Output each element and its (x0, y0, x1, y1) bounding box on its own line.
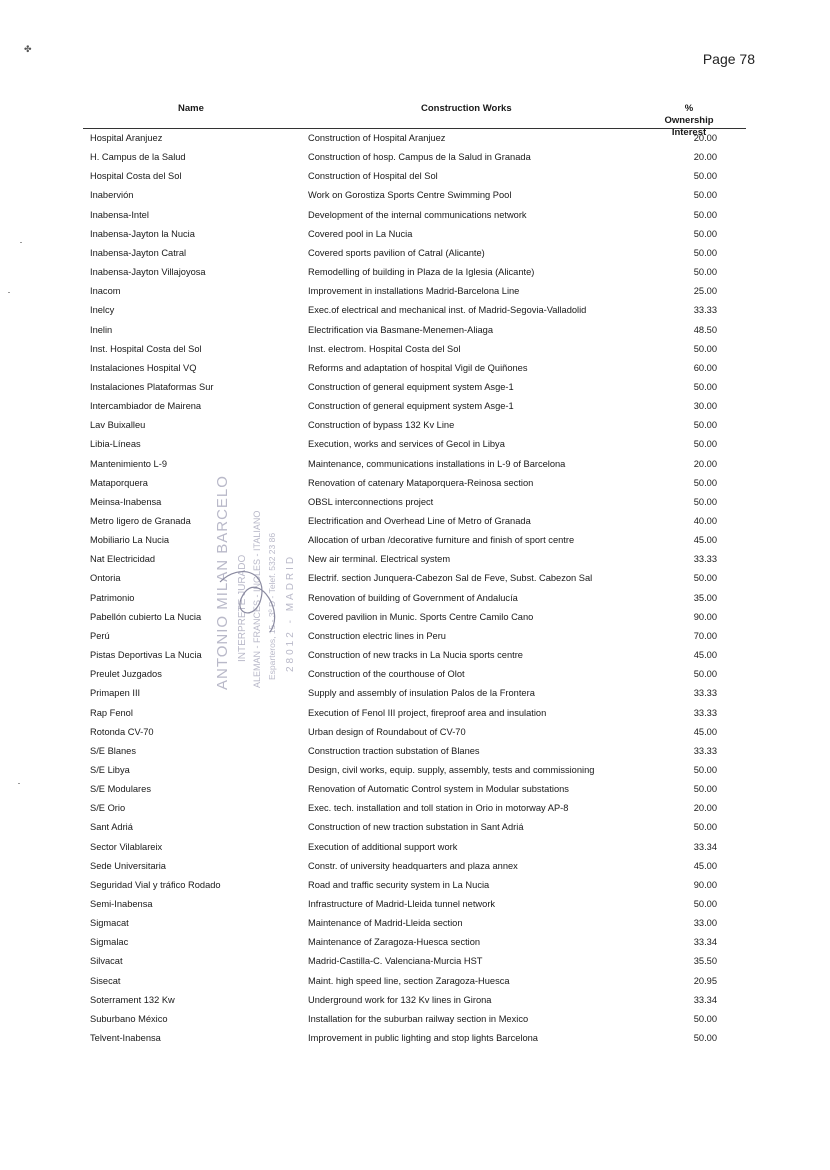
table-row (0, 1012, 830, 1031)
cell-construction-works: Maint. high speed line, section Zaragoza-Huesca (308, 975, 510, 986)
cell-name: Inabervión (90, 190, 134, 201)
cell-construction-works: Constr. of university headquarters and plaza annex (308, 860, 518, 871)
cell-ownership-interest: 45.00 (693, 726, 717, 737)
cell-construction-works: Design, civil works, equip. supply, assembly, tests and commissioning (308, 764, 595, 775)
cell-ownership-interest: 90.00 (693, 879, 717, 890)
table-row (0, 571, 830, 590)
cell-ownership-interest: 33.34 (693, 841, 717, 852)
cell-name: Sigmalac (90, 937, 129, 948)
cell-name: Metro ligero de Granada (90, 516, 191, 526)
cell-construction-works: Supply and assembly of insulation Palos de la Frontera (308, 688, 535, 699)
cell-ownership-interest: 50.00 (693, 764, 717, 775)
cell-name: Hospital Costa del Sol (90, 171, 182, 182)
cell-ownership-interest: 20.00 (693, 133, 717, 143)
cell-construction-works: Improvement in public lighting and stop lights Barcelona (308, 1033, 538, 1044)
cell-construction-works: Infrastructure of Madrid-Lleida tunnel network (308, 899, 496, 909)
table-row (0, 208, 830, 227)
table-row (0, 246, 830, 265)
cell-ownership-interest: 50.00 (693, 573, 717, 584)
cell-ownership-interest: 50.00 (693, 822, 717, 833)
cell-construction-works: Construction of new tracks in La Nucia sports centre (308, 650, 523, 661)
cell-ownership-interest: 35.00 (693, 592, 717, 603)
cell-name: S/E Orio (90, 803, 126, 814)
cell-construction-works: Electrification and Overhead Line of Metro of Granada (308, 516, 531, 526)
cell-construction-works: Work on Gorostiza Sports Centre Swimming Pool (308, 190, 512, 201)
table-row (0, 380, 830, 399)
cell-ownership-interest: 30.00 (693, 401, 717, 412)
cell-ownership-interest: 33.33 (693, 707, 717, 718)
cell-construction-works: Construction traction substation of Blanes (308, 745, 480, 756)
corner-mark: ✤ (24, 44, 32, 54)
table-row (0, 323, 830, 342)
cell-name: Sigmacat (90, 918, 129, 929)
header-name: Name (178, 103, 204, 114)
cell-construction-works: Electrification via Basmane-Menemen-Aliaga (308, 324, 493, 335)
table-row (0, 495, 830, 514)
cell-construction-works: Covered pavilion in Munic. Sports Centre Camilo Cano (308, 611, 534, 622)
cell-ownership-interest: 20.00 (693, 152, 717, 163)
cell-ownership-interest: 35.50 (693, 956, 717, 967)
cell-construction-works: Remodelling of building in Plaza de la Iglesia (Alicante) (308, 267, 535, 278)
cell-ownership-interest: 50.00 (693, 784, 717, 795)
cell-construction-works: Maintenance of Zaragoza-Huesca section (308, 937, 481, 948)
stamp-line-2: INTERPRETE JURADO (237, 554, 248, 662)
cell-construction-works: Covered pool in La Nucia (308, 228, 413, 239)
page-number: Page 78 (702, 51, 755, 67)
cell-ownership-interest: 25.00 (693, 286, 717, 297)
table-row (0, 610, 830, 629)
table-row (0, 974, 830, 993)
cell-name: Semi-Inabensa (90, 899, 153, 909)
cell-ownership-interest: 70.00 (693, 630, 717, 641)
cell-ownership-interest: 50.00 (693, 228, 717, 239)
cell-ownership-interest: 50.00 (693, 496, 717, 507)
cell-ownership-interest: 50.00 (693, 190, 717, 201)
table-row (0, 916, 830, 935)
cell-construction-works: Execution, works and services of Gecol in Libya (308, 439, 505, 450)
header-ownership-line1: % Ownership (664, 103, 714, 126)
cell-ownership-interest: 50.00 (693, 1013, 717, 1024)
cell-name: Instalaciones Plataformas Sur (90, 381, 214, 392)
cell-ownership-interest: 33.00 (693, 918, 717, 929)
table-row (0, 763, 830, 782)
cell-ownership-interest: 90.00 (693, 611, 717, 622)
cell-name: Meinsa-Inabensa (90, 496, 162, 507)
table-row (0, 265, 830, 284)
cell-ownership-interest: 50.00 (693, 209, 717, 220)
header-construction-works: Construction Works (421, 103, 512, 114)
cell-construction-works: Construction of hosp. Campus de la Salud in Granada (308, 152, 531, 163)
cell-ownership-interest: 60.00 (693, 362, 717, 373)
cell-construction-works: OBSL interconnections project (308, 496, 434, 507)
cell-construction-works: Improvement in installations Madrid-Barcelona Line (308, 286, 520, 297)
cell-ownership-interest: 45.00 (693, 860, 717, 871)
table-row (0, 514, 830, 533)
cell-name: Telvent-Inabensa (90, 1033, 161, 1044)
table-row (0, 131, 830, 150)
cell-name: Mataporquera (90, 477, 148, 488)
cell-name: Instalaciones Hospital VQ (90, 362, 197, 373)
cell-construction-works: Madrid-Castilla-C. Valenciana-Murcia HST (308, 956, 483, 967)
cell-ownership-interest: 33.33 (693, 688, 717, 699)
cell-name: H. Campus de la Salud (90, 152, 186, 163)
cell-name: Preulet Juzgados (90, 669, 162, 680)
cell-construction-works: Construction of new traction substation in Sant Adriá (308, 822, 524, 833)
cell-ownership-interest: 50.00 (693, 439, 717, 450)
table-row (0, 457, 830, 476)
cell-name: Silvacat (90, 956, 123, 967)
table-row (0, 476, 830, 495)
table-row (0, 629, 830, 648)
cell-ownership-interest: 33.34 (693, 994, 717, 1005)
cell-construction-works: Reforms and adaptation of hospital Vigil de Quiñones (308, 362, 528, 373)
table-row (0, 399, 830, 418)
cell-ownership-interest: 45.00 (693, 535, 717, 546)
cell-name: Mobiliario La Nucia (90, 535, 170, 546)
cell-construction-works: Electrif. section Junquera-Cabezon Sal de Feve, Subst. Cabezon Sal (308, 573, 593, 584)
cell-construction-works: Construction of the courthouse of Olot (308, 669, 465, 680)
table-row (0, 342, 830, 361)
cell-ownership-interest: 20.00 (693, 803, 717, 814)
cell-construction-works: Urban design of Roundabout of CV-70 (308, 726, 466, 737)
cell-construction-works: Renovation of Automatic Control system in Modular substations (308, 784, 569, 795)
cell-ownership-interest: 20.95 (693, 975, 717, 986)
cell-name: Seguridad Vial y tráfico Rodado (90, 879, 221, 890)
cell-construction-works: Exec.of electrical and mechanical inst. of Madrid-Segovia-Valladolid (308, 305, 587, 316)
table-row (0, 686, 830, 705)
cell-ownership-interest: 50.00 (693, 420, 717, 431)
cell-ownership-interest: 48.50 (693, 324, 717, 335)
cell-construction-works: Construction of bypass 132 Kv Line (308, 420, 455, 431)
table-row (0, 954, 830, 973)
cell-name: Inabensa-Intel (90, 209, 149, 220)
cell-ownership-interest: 50.00 (693, 477, 717, 488)
cell-construction-works: Underground work for 132 Kv lines in Girona (308, 994, 492, 1005)
cell-ownership-interest: 50.00 (693, 343, 717, 354)
cell-name: Inabensa-Jayton la Nucia (90, 228, 195, 239)
table-row (0, 820, 830, 839)
table-row (0, 648, 830, 667)
table-row (0, 227, 830, 246)
cell-name: Intercambiador de Mairena (90, 401, 202, 412)
cell-ownership-interest: 50.00 (693, 247, 717, 258)
cell-name: Sector Vilablareix (90, 841, 163, 852)
cell-ownership-interest: 45.00 (693, 650, 717, 661)
table-row (0, 706, 830, 725)
cell-construction-works: Development of the internal communications network (308, 209, 527, 220)
cell-construction-works: Construction of Hospital Aranjuez (308, 133, 446, 143)
cell-name: Primapen III (90, 688, 141, 699)
cell-name: Hospital Aranjuez (90, 133, 163, 143)
table-row (0, 284, 830, 303)
cell-ownership-interest: 50.00 (693, 381, 717, 392)
cell-ownership-interest: 50.00 (693, 1033, 717, 1044)
cell-name: S/E Libya (90, 764, 130, 775)
cell-ownership-interest: 40.00 (693, 516, 717, 526)
cell-ownership-interest: 33.33 (693, 745, 717, 756)
table-row (0, 552, 830, 571)
table-row (0, 437, 830, 456)
cell-name: Soterrament 132 Kw (90, 994, 175, 1005)
cell-construction-works: Construction of general equipment system Asge-1 (308, 401, 514, 412)
cell-construction-works: Maintenance, communications installations in L-9 of Barcelona (308, 458, 566, 469)
table-row (0, 878, 830, 897)
cell-name: Inst. Hospital Costa del Sol (90, 343, 202, 354)
cell-ownership-interest: 50.00 (693, 171, 717, 182)
cell-name: Rap Fenol (90, 707, 133, 718)
stamp-line-1: ANTONIO MILAN BARCELO (214, 475, 231, 690)
cell-name: Sede Universitaria (90, 860, 166, 871)
cell-name: Inelin (90, 324, 113, 335)
cell-name: Perú (90, 630, 110, 641)
table-row (0, 897, 830, 916)
table-row (0, 1031, 830, 1050)
cell-name: Libia-Líneas (90, 439, 141, 450)
table-row (0, 533, 830, 552)
header-ownership-line2: Interest (671, 127, 707, 138)
cell-construction-works: Construction electric lines in Peru (308, 630, 446, 641)
table-row (0, 840, 830, 859)
table-row (0, 418, 830, 437)
cell-ownership-interest: 50.00 (693, 669, 717, 680)
cell-name: Sisecat (90, 975, 121, 986)
cell-construction-works: Covered sports pavilion of Catral (Alicante) (308, 247, 485, 258)
cell-name: Sant Adriá (90, 822, 133, 833)
cell-ownership-interest: 50.00 (693, 267, 717, 278)
table-row (0, 150, 830, 169)
cell-ownership-interest: 33.33 (693, 305, 717, 316)
cell-name: Rotonda CV-70 (90, 726, 154, 737)
table-row (0, 591, 830, 610)
cell-name: Suburbano México (90, 1013, 168, 1024)
cell-name: Inabensa-Jayton Catral (90, 247, 187, 258)
stamp-line-3: ALEMAN - FRANCES - INGLES - ITALIANO (252, 510, 262, 688)
table-row (0, 782, 830, 801)
header-rule (83, 128, 746, 129)
table-row (0, 188, 830, 207)
cell-construction-works: Execution of additional support work (308, 841, 458, 852)
cell-construction-works: Construction of general equipment system Asge-1 (308, 381, 514, 392)
cell-construction-works: Allocation of urban /decorative furniture and finish of sport centre (308, 535, 575, 546)
table-row (0, 725, 830, 744)
table-row (0, 744, 830, 763)
cell-construction-works: Road and traffic security system in La Nucia (308, 879, 490, 890)
table-row (0, 361, 830, 380)
cell-construction-works: Maintenance of Madrid-Lleida section (308, 918, 463, 929)
cell-name: Nat Electricidad (90, 554, 156, 565)
cell-ownership-interest: 33.33 (693, 554, 717, 565)
cell-construction-works: Renovation of catenary Mataporquera-Reinosa section (308, 477, 534, 488)
cell-ownership-interest: 20.00 (693, 458, 717, 469)
table-row (0, 303, 830, 322)
cell-name: Pabellón cubierto La Nucia (90, 611, 202, 622)
cell-ownership-interest: 50.00 (693, 899, 717, 909)
cell-name: S/E Blanes (90, 745, 136, 756)
stamp-line-4: Esparteros, 15 - 3º D - Telef. 532 23 86 (267, 532, 277, 680)
margin-mark (18, 783, 20, 784)
cell-name: S/E Modulares (90, 784, 151, 795)
cell-name: Mantenimiento L-9 (90, 458, 167, 469)
cell-name: Inelcy (90, 305, 115, 316)
table-row (0, 667, 830, 686)
table-row (0, 859, 830, 878)
cell-construction-works: New air terminal. Electrical system (308, 554, 451, 565)
cell-construction-works: Inst. electrom. Hospital Costa del Sol (308, 343, 461, 354)
cell-ownership-interest: 33.34 (693, 937, 717, 948)
table-row (0, 801, 830, 820)
cell-construction-works: Execution of Fenol III project, fireproof area and insulation (308, 707, 547, 718)
cell-name: Patrimonio (90, 592, 135, 603)
table-row (0, 993, 830, 1012)
cell-construction-works: Renovation of building of Government of Andalucía (308, 592, 518, 603)
table-row (0, 935, 830, 954)
cell-construction-works: Exec. tech. installation and toll station in Orio in motorway AP-8 (308, 803, 569, 814)
table-row (0, 169, 830, 188)
cell-name: Inabensa-Jayton Villajoyosa (90, 267, 206, 278)
cell-name: Lav Buixalleu (90, 420, 146, 431)
cell-construction-works: Installation for the suburban railway section in Mexico (308, 1013, 529, 1024)
cell-name: Inacom (90, 286, 121, 297)
cell-name: Pistas Deportivas La Nucia (90, 650, 202, 661)
stamp-line-5: 28012 - MADRID (285, 553, 296, 672)
cell-construction-works: Construction of Hospital del Sol (308, 171, 438, 182)
cell-name: Ontoria (90, 573, 121, 584)
margin-mark (20, 242, 22, 243)
margin-mark (8, 292, 10, 293)
